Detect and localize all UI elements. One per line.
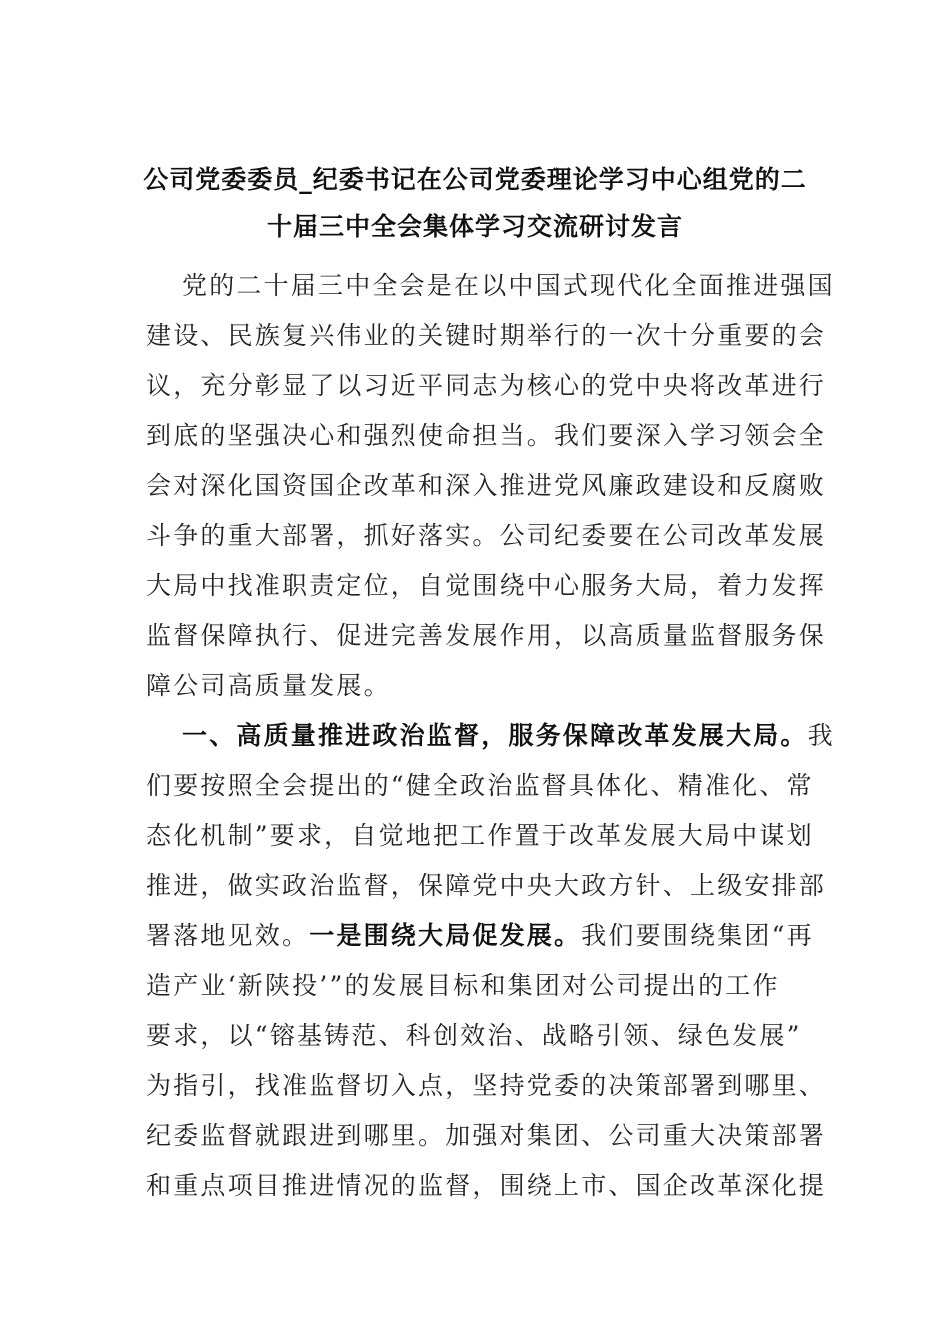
subheading-1: 一是围绕大局促发展。: [309, 921, 582, 950]
paragraph-1-line-4: 到底的坚强决心和强烈使命担当。我们要深入学习领会全: [146, 421, 827, 450]
paragraph-1-line-9: 障公司高质量发展。: [146, 671, 391, 700]
paragraph-2-line-5: [146, 911, 846, 961]
paragraph-1-line-5: 会对深化国资国企改革和深入推进党风廉政建设和反腐败: [146, 471, 827, 500]
paragraph-2-line-6: 造产业‘新陕投’”的发展目标和集团对公司提出的工作: [146, 971, 780, 1000]
paragraph-2-line-7: 要求，以“镕基铸范、科创效治、战略引领、绿色发展”: [146, 1021, 802, 1050]
paragraph-2-line-3: 态化机制”要求，自觉地把工作置于改革发展大局中谋划: [146, 821, 814, 850]
paragraph-2-line-1: [182, 711, 882, 761]
paragraph-1-line-2: 建设、民族复兴伟业的关键时期举行的一次十分重要的会: [146, 321, 827, 350]
paragraph-2-line-5-rest: 我们要围绕集团“再: [581, 921, 814, 950]
document-title-line-2: 十届三中全会集体学习交流研讨发言: [266, 212, 683, 241]
paragraph-2-line-5-start: 署落地见效。: [146, 921, 310, 950]
paragraph-2-line-2: 们要按照全会提出的“健全政治监督具体化、精准化、常: [146, 771, 814, 800]
paragraph-1-line-1: 党的二十届三中全会是在以中国式现代化全面推进强国: [182, 271, 835, 300]
paragraph-2-line-4: 推进，做实政治监督，保障党中央大政方针、上级安排部: [146, 871, 827, 900]
document-title-line-1: 公司党委委员_纪委书记在公司党委理论学习中心组党的二: [143, 165, 807, 194]
paragraph-1-line-6: 斗争的重大部署，抓好落实。公司纪委要在公司改革发展: [146, 521, 827, 550]
paragraph-2-line-8: 为指引，找准监督切入点，坚持党委的决策部署到哪里、: [146, 1071, 827, 1100]
paragraph-1-line-8: 监督保障执行、促进完善发展作用，以高质量监督服务保: [146, 621, 827, 650]
paragraph-1-line-3: 议，充分彰显了以习近平同志为核心的党中央将改革进行: [146, 371, 827, 400]
paragraph-2-line-9: 纪委监督就跟进到哪里。加强对集团、公司重大决策部署: [146, 1121, 827, 1150]
paragraph-2-line-10: 和重点项目推进情况的监督，围绕上市、国企改革深化提: [146, 1171, 827, 1200]
section-heading-1: 一、高质量推进政治监督，服务保障改革发展大局。: [182, 721, 808, 750]
paragraph-2-line-1-rest: 我: [807, 721, 835, 750]
paragraph-1-line-7: 大局中找准职责定位，自觉围绕中心服务大局，着力发挥: [146, 571, 827, 600]
